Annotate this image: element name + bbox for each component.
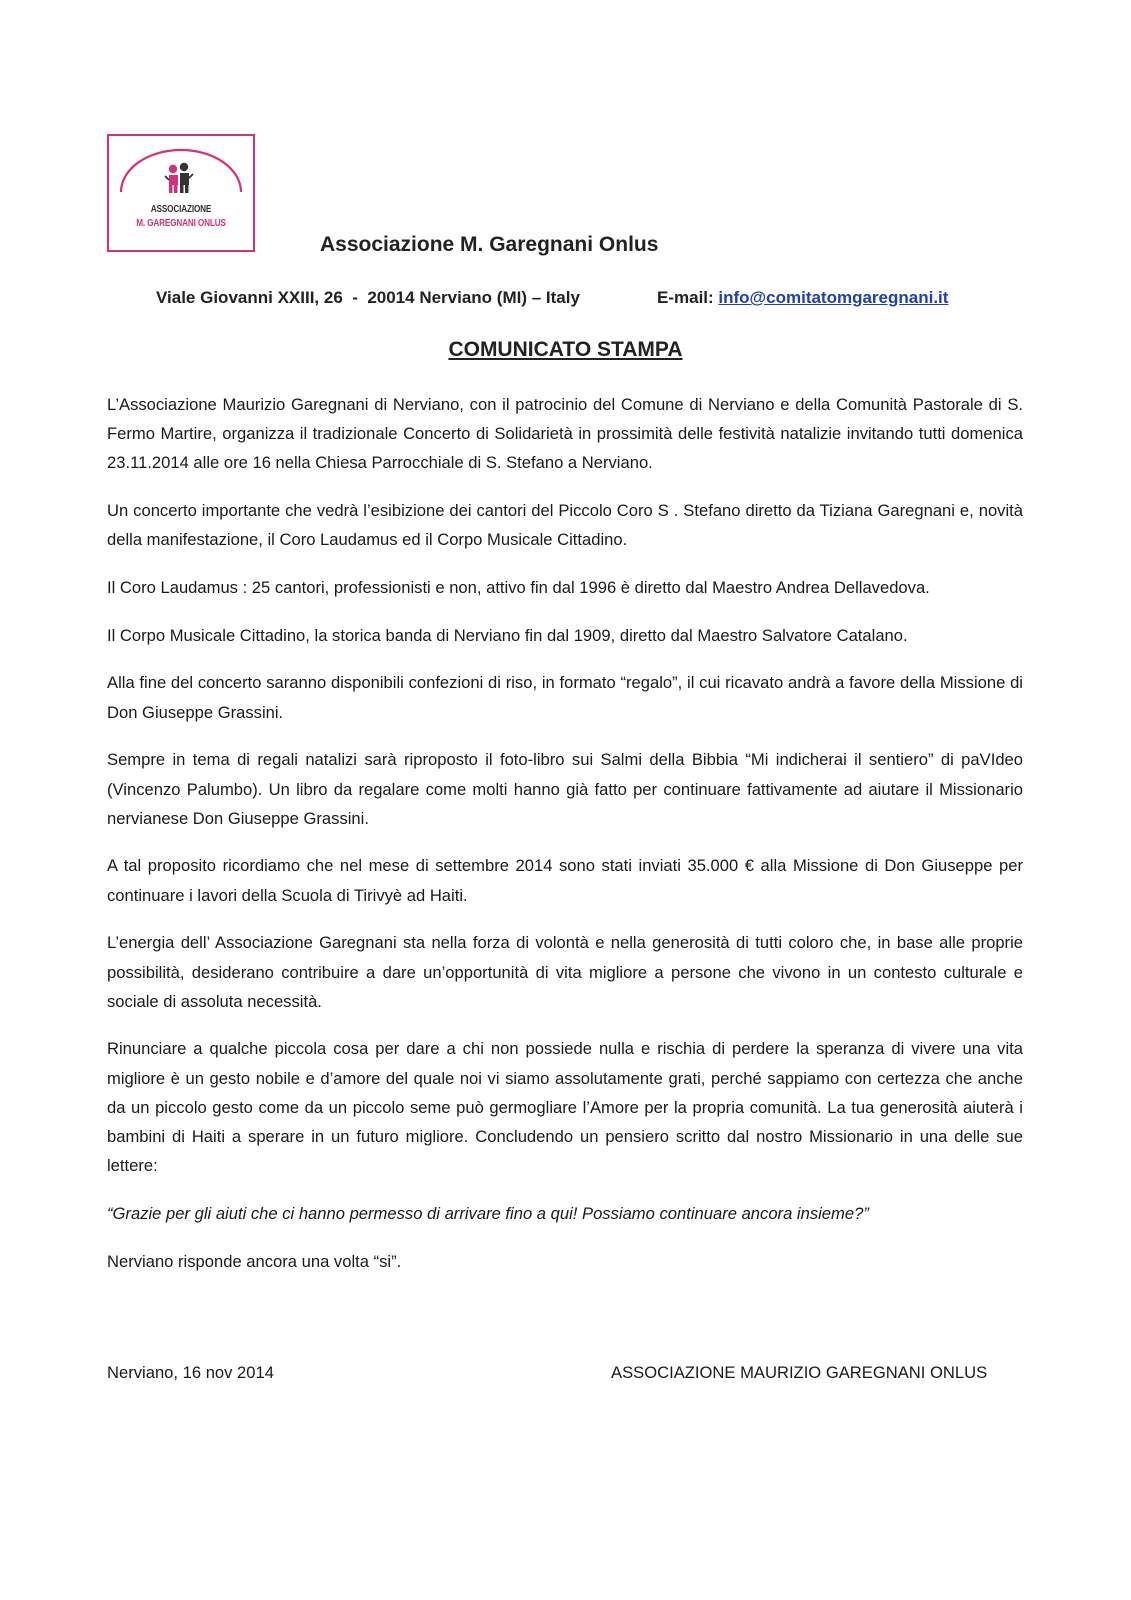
association-logo [107, 134, 255, 252]
place-date: Nerviano, 16 nov 2014 [107, 1363, 274, 1382]
paragraph-9: Rinunciare a qualche piccola cosa per dare a chi non possiede nulla e rischia di perdere la speranza di vivere una vita migliore è un gesto nobile e d’amore del quale noi vi siamo assolutamente grati, perché sappiamo con certezza che anche da un piccolo gesto come da un piccolo seme può germogliare l’Amore per la propria comunità. La tua generosità aiuterà i bambini di Haiti a sperare in un futuro migliore. Concludendo un pensiero scritto dal nostro Missionario in una delle sue lettere: [107, 1039, 1023, 1176]
paragraph-2: Un concerto importante che vedrà l’esibizione dei cantori del Piccolo Coro S . Stefano diretto da Tiziana Garegnani e, novità della manifestazione, il Coro Laudamus ed il Corpo Musicale Cittadino. [107, 501, 1023, 550]
address-line: Viale Giovanni XXIII, 26 - 20014 Nerviano (MI) – Italy [156, 288, 580, 307]
paragraph-5: Alla fine del concerto saranno disponibili confezioni di riso, in formato “regalo”, il cui ricavato andrà a favore della Missione di Don Giuseppe Grassini. [107, 673, 1023, 722]
paragraph-3: Il Coro Laudamus : 25 cantori, professionisti e non, attivo fin dal 1996 è diretto dal Maestro Andrea Dellavedova. [107, 578, 930, 598]
paragraph-1: L’Associazione Maurizio Garegnani di Nerviano, con il patrocinio del Comune di Nerviano e della Comunità Pastorale di S. Fermo Martire, organizza il tradizionale Concerto di Solidarietà in prossimità delle festività natalizie invitando tutti domenica 23.11.2014 alle ore 16 nella Chiesa Parrocchiale di S. Stefano a Nerviano. [107, 395, 1023, 473]
logo-arch-icon [109, 136, 253, 250]
email-label: E-mail: [657, 288, 719, 307]
document-body [107, 390, 1023, 1294]
missionary-quote: “Grazie per gli aiuti che ci hanno permesso di arrivare fino a qui! Possiamo continuare ancora insieme?” [107, 1203, 869, 1223]
document-heading: COMUNICATO STAMPA [448, 338, 683, 361]
email-link[interactable]: info@comitatomgaregnani.it [718, 288, 949, 307]
email-block [657, 288, 948, 308]
paragraph-6: Sempre in tema di regali natalizi sarà riproposto il foto-libro sui Salmi della Bibbia “Mi indicherai il sentiero” di paVIdeo (Vincenzo Palumbo). Un libro da regalare come molti hanno già fatto per continuare fattivamente ad aiutare il Missionario nervianese Don Giuseppe Grassini. [107, 750, 1023, 828]
paragraph-4: Il Corpo Musicale Cittadino, la storica banda di Nerviano fin dal 1909, diretto dal Maestro Salvatore Catalano. [107, 625, 908, 645]
logo-text-line2: M. GAREGNANI ONLUS [136, 218, 226, 229]
logo-text-line1: ASSOCIAZIONE [150, 204, 212, 215]
closing-line: Nerviano risponde ancora una volta “si”. [107, 1251, 402, 1271]
organization-title: Associazione M. Garegnani Onlus [320, 233, 659, 256]
paragraph-8: L’energia dell’ Associazione Garegnani sta nella forza di volontà e nella generosità di tutti coloro che, in base alle proprie possibilità, desiderano contribuire a dare un’opportunità di vita migliore a persone che vivono in un contesto culturale e sociale di assoluta necessità. [107, 933, 1023, 1011]
paragraph-7: A tal proposito ricordiamo che nel mese di settembre 2014 sono stati inviati 35.000 € alla Missione di Don Giuseppe per continuare i lavori della Scuola di Tirivyè ad Haiti. [107, 856, 1023, 905]
signature: ASSOCIAZIONE MAURIZIO GAREGNANI ONLUS [611, 1363, 988, 1382]
